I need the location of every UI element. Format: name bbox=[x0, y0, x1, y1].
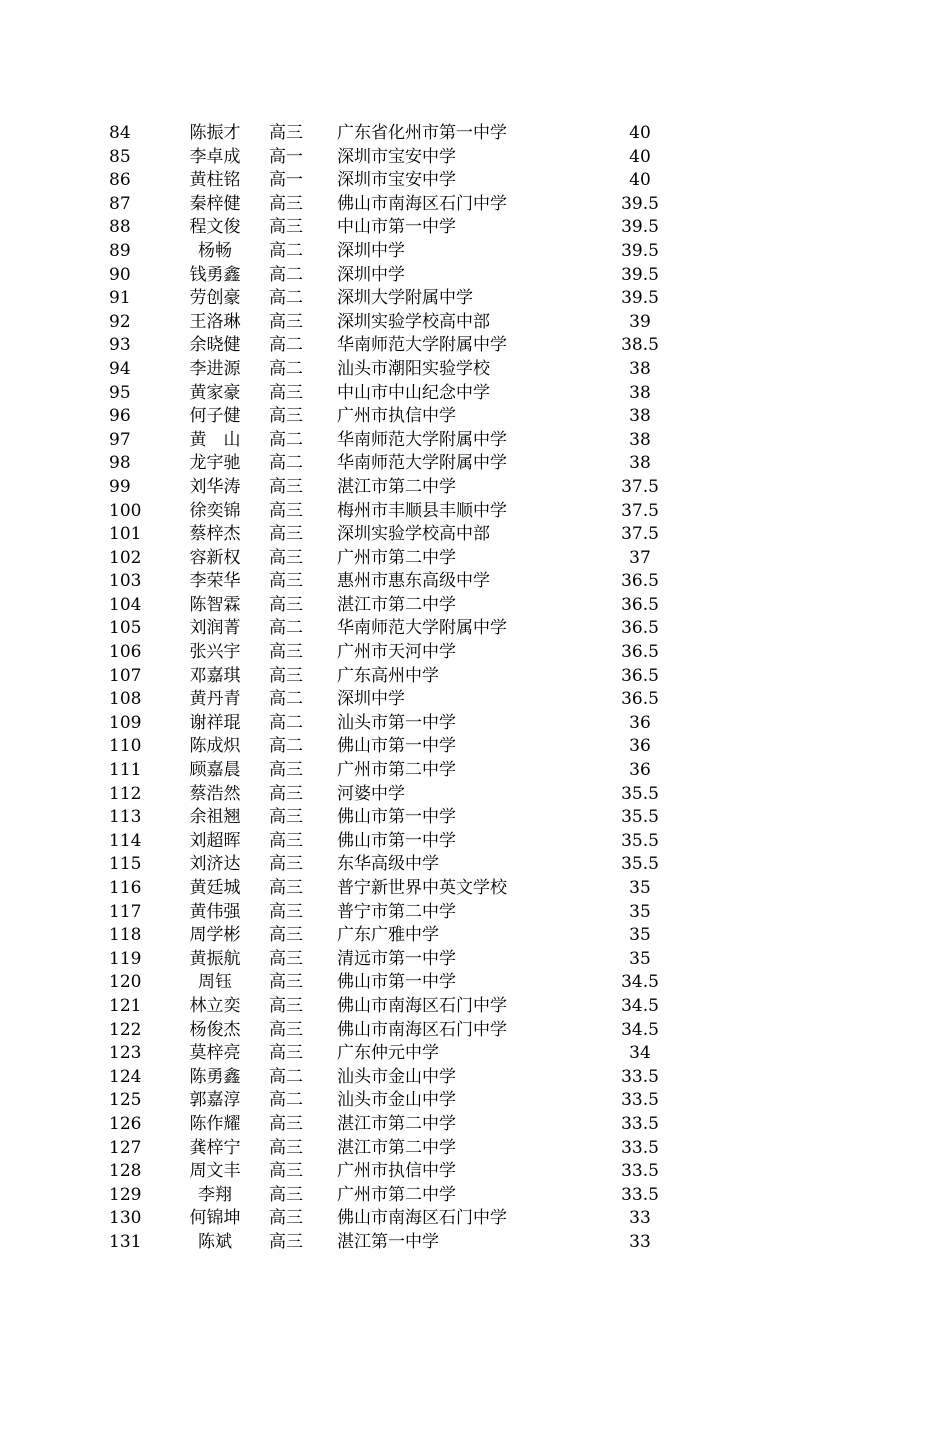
score-cell: 37.5 bbox=[621, 524, 659, 545]
score-cell: 34.5 bbox=[621, 1019, 659, 1040]
school-cell: 汕头市金山中学 bbox=[337, 1090, 456, 1111]
school-cell: 广州市执信中学 bbox=[337, 406, 456, 427]
rank-cell: 109 bbox=[109, 712, 142, 733]
rank-cell: 91 bbox=[109, 288, 131, 309]
score-cell: 33.5 bbox=[621, 1066, 659, 1087]
rank-cell: 93 bbox=[109, 335, 131, 356]
grade-cell: 高二 bbox=[269, 429, 303, 450]
school-cell: 东华高级中学 bbox=[337, 854, 439, 875]
table-row bbox=[0, 500, 950, 524]
rank-cell: 95 bbox=[109, 382, 131, 403]
name-cell: 张兴宇 bbox=[189, 642, 241, 663]
grade-cell: 高三 bbox=[269, 1043, 303, 1064]
school-cell: 中山市第一中学 bbox=[337, 217, 456, 238]
score-cell: 35 bbox=[629, 878, 651, 898]
rank-cell: 113 bbox=[109, 807, 142, 828]
name-cell: 郭嘉淳 bbox=[189, 1090, 241, 1111]
grade-cell: 高三 bbox=[269, 311, 303, 332]
grade-cell: 高一 bbox=[269, 146, 303, 167]
grade-cell: 高三 bbox=[269, 476, 303, 497]
name-cell: 龙宇驰 bbox=[189, 453, 241, 474]
grade-cell: 高三 bbox=[269, 1184, 303, 1205]
grade-cell: 高二 bbox=[269, 1090, 303, 1111]
school-cell: 广东高州中学 bbox=[337, 665, 439, 686]
score-cell: 38 bbox=[629, 358, 651, 379]
name-cell: 徐奕锦 bbox=[189, 500, 241, 521]
school-cell: 深圳中学 bbox=[337, 240, 405, 261]
school-cell: 佛山市第一中学 bbox=[337, 807, 456, 828]
rank-cell: 125 bbox=[109, 1090, 142, 1111]
table-row bbox=[0, 146, 950, 170]
table-row bbox=[0, 547, 950, 571]
grade-cell: 高一 bbox=[269, 170, 303, 191]
rank-cell: 101 bbox=[109, 524, 142, 545]
rank-cell: 116 bbox=[109, 878, 142, 898]
rank-cell: 99 bbox=[109, 476, 131, 497]
rank-cell: 107 bbox=[109, 665, 142, 686]
rank-cell: 84 bbox=[109, 123, 131, 143]
table-row bbox=[0, 1113, 950, 1137]
score-cell: 33.5 bbox=[621, 1184, 659, 1205]
grade-cell: 高三 bbox=[269, 382, 303, 403]
school-cell: 佛山市南海区石门中学 bbox=[337, 193, 507, 214]
rank-cell: 94 bbox=[109, 358, 131, 379]
grade-cell: 高三 bbox=[269, 878, 303, 898]
table-row bbox=[0, 1042, 950, 1066]
table-row bbox=[0, 452, 950, 476]
table-row bbox=[0, 523, 950, 547]
table-row bbox=[0, 735, 950, 759]
score-cell: 36 bbox=[629, 712, 651, 733]
name-cell: 蔡梓杰 bbox=[189, 524, 241, 545]
table-row bbox=[0, 688, 950, 712]
name-cell: 周文丰 bbox=[189, 1161, 241, 1182]
table-row bbox=[0, 783, 950, 807]
table-row bbox=[0, 641, 950, 665]
rank-cell: 123 bbox=[109, 1043, 142, 1064]
table-row bbox=[0, 665, 950, 689]
table-row bbox=[0, 877, 950, 901]
table-row bbox=[0, 382, 950, 406]
score-cell: 37.5 bbox=[621, 500, 659, 521]
grade-cell: 高三 bbox=[269, 642, 303, 663]
school-cell: 广州市第二中学 bbox=[337, 1184, 456, 1205]
table-row bbox=[0, 806, 950, 830]
table-row bbox=[0, 617, 950, 641]
rank-cell: 108 bbox=[109, 689, 142, 710]
rank-cell: 88 bbox=[109, 217, 131, 238]
score-cell: 37.5 bbox=[621, 476, 659, 497]
rank-cell: 111 bbox=[109, 760, 142, 781]
school-cell: 河婆中学 bbox=[337, 783, 405, 804]
score-cell: 40 bbox=[629, 123, 651, 143]
name-cell: 程文俊 bbox=[189, 217, 241, 238]
name-cell: 刘润菁 bbox=[189, 618, 241, 639]
name-cell: 劳创豪 bbox=[189, 288, 241, 309]
table-row bbox=[0, 971, 950, 995]
rank-cell: 97 bbox=[109, 429, 131, 450]
grade-cell: 高三 bbox=[269, 1161, 303, 1182]
rank-cell: 127 bbox=[109, 1137, 142, 1158]
rank-cell: 130 bbox=[109, 1208, 142, 1229]
table-row bbox=[0, 924, 950, 948]
score-cell: 33.5 bbox=[621, 1137, 659, 1158]
name-cell: 黄振航 bbox=[189, 948, 241, 969]
rank-cell: 98 bbox=[109, 453, 131, 474]
rank-cell: 92 bbox=[109, 311, 131, 332]
table-row bbox=[0, 287, 950, 311]
score-cell: 36.5 bbox=[621, 689, 659, 710]
name-cell: 余祖翘 bbox=[189, 807, 241, 828]
school-cell: 深圳中学 bbox=[337, 264, 405, 285]
grade-cell: 高二 bbox=[269, 689, 303, 710]
rank-cell: 85 bbox=[109, 146, 131, 167]
table-row bbox=[0, 570, 950, 594]
grade-cell: 高三 bbox=[269, 1113, 303, 1134]
school-cell: 广州市第二中学 bbox=[337, 547, 456, 568]
grade-cell: 高二 bbox=[269, 1066, 303, 1087]
name-cell: 谢祥琨 bbox=[189, 712, 241, 733]
rank-cell: 87 bbox=[109, 193, 131, 214]
rank-cell: 124 bbox=[109, 1066, 142, 1087]
score-cell: 39.5 bbox=[621, 193, 659, 214]
table-row bbox=[0, 853, 950, 877]
school-cell: 汕头市金山中学 bbox=[337, 1066, 456, 1087]
score-cell: 40 bbox=[629, 146, 651, 167]
table-row bbox=[0, 1231, 950, 1255]
school-cell: 佛山市第一中学 bbox=[337, 972, 456, 993]
score-cell: 38 bbox=[629, 453, 651, 474]
name-cell: 黄丹青 bbox=[189, 689, 241, 710]
grade-cell: 高三 bbox=[269, 760, 303, 781]
table-row bbox=[0, 358, 950, 382]
school-cell: 佛山市第一中学 bbox=[337, 830, 456, 851]
name-cell: 龚梓宁 bbox=[189, 1137, 241, 1158]
rank-cell: 90 bbox=[109, 264, 131, 285]
name-cell: 陈振才 bbox=[189, 123, 241, 143]
name-cell: 黄柱铭 bbox=[189, 170, 241, 191]
school-cell: 深圳大学附属中学 bbox=[337, 288, 473, 309]
grade-cell: 高三 bbox=[269, 901, 303, 922]
rank-cell: 119 bbox=[109, 948, 142, 969]
grade-cell: 高二 bbox=[269, 453, 303, 474]
name-cell: 容新权 bbox=[189, 547, 241, 568]
name-cell: 陈成炽 bbox=[189, 736, 241, 757]
grade-cell: 高三 bbox=[269, 524, 303, 545]
table-row bbox=[0, 429, 950, 453]
name-cell: 杨畅 bbox=[198, 240, 232, 261]
name-cell: 李进源 bbox=[189, 358, 241, 379]
score-cell: 33.5 bbox=[621, 1090, 659, 1111]
name-cell: 李荣华 bbox=[189, 571, 241, 592]
table-row bbox=[0, 169, 950, 193]
name-cell: 周学彬 bbox=[189, 925, 241, 946]
school-cell: 华南师范大学附属中学 bbox=[337, 335, 507, 356]
name-cell: 何子健 bbox=[189, 406, 241, 427]
grade-cell: 高三 bbox=[269, 1019, 303, 1040]
table-row bbox=[0, 594, 950, 618]
name-cell: 何锦坤 bbox=[189, 1208, 241, 1229]
score-cell: 37 bbox=[629, 547, 651, 568]
rank-cell: 120 bbox=[109, 972, 142, 993]
school-cell: 深圳中学 bbox=[337, 689, 405, 710]
table-row bbox=[0, 122, 950, 146]
grade-cell: 高三 bbox=[269, 594, 303, 615]
rank-cell: 114 bbox=[109, 830, 142, 851]
name-cell: 顾嘉晨 bbox=[189, 760, 241, 781]
school-cell: 湛江市第二中学 bbox=[337, 1137, 456, 1158]
score-cell: 36.5 bbox=[621, 594, 659, 615]
school-cell: 深圳市宝安中学 bbox=[337, 170, 456, 191]
name-cell: 刘济达 bbox=[189, 854, 241, 875]
grade-cell: 高三 bbox=[269, 193, 303, 214]
school-cell: 广东仲元中学 bbox=[337, 1043, 439, 1064]
table-row bbox=[0, 1137, 950, 1161]
score-cell: 34 bbox=[629, 1043, 651, 1064]
results-table bbox=[0, 122, 950, 1255]
table-row bbox=[0, 193, 950, 217]
grade-cell: 高三 bbox=[269, 1231, 303, 1252]
name-cell: 王洛琳 bbox=[189, 311, 241, 332]
score-cell: 36.5 bbox=[621, 618, 659, 639]
name-cell: 黄家豪 bbox=[189, 382, 241, 403]
name-cell: 邓嘉琪 bbox=[189, 665, 241, 686]
score-cell: 39.5 bbox=[621, 288, 659, 309]
school-cell: 佛山市南海区石门中学 bbox=[337, 995, 507, 1016]
score-cell: 39 bbox=[629, 311, 651, 332]
score-cell: 38 bbox=[629, 406, 651, 427]
table-row bbox=[0, 476, 950, 500]
school-cell: 广州市天河中学 bbox=[337, 642, 456, 663]
school-cell: 深圳市宝安中学 bbox=[337, 146, 456, 167]
school-cell: 湛江市第二中学 bbox=[337, 1113, 456, 1134]
grade-cell: 高三 bbox=[269, 217, 303, 238]
rank-cell: 89 bbox=[109, 240, 131, 261]
rank-cell: 121 bbox=[109, 995, 142, 1016]
rank-cell: 103 bbox=[109, 571, 142, 592]
rank-cell: 129 bbox=[109, 1184, 142, 1205]
name-cell: 李卓成 bbox=[189, 146, 241, 167]
table-row bbox=[0, 240, 950, 264]
school-cell: 广州市第二中学 bbox=[337, 760, 456, 781]
name-cell: 李翔 bbox=[198, 1184, 232, 1205]
school-cell: 汕头市潮阳实验学校 bbox=[337, 358, 490, 379]
score-cell: 35.5 bbox=[621, 830, 659, 851]
school-cell: 深圳实验学校高中部 bbox=[337, 311, 490, 332]
name-cell: 陈勇鑫 bbox=[189, 1066, 241, 1087]
rank-cell: 118 bbox=[109, 925, 142, 946]
grade-cell: 高二 bbox=[269, 264, 303, 285]
rank-cell: 110 bbox=[109, 736, 142, 757]
score-cell: 38 bbox=[629, 429, 651, 450]
rank-cell: 105 bbox=[109, 618, 142, 639]
name-cell: 余晓健 bbox=[189, 335, 241, 356]
score-cell: 36 bbox=[629, 760, 651, 781]
score-cell: 33 bbox=[629, 1231, 651, 1252]
school-cell: 佛山市第一中学 bbox=[337, 736, 456, 757]
table-row bbox=[0, 1207, 950, 1231]
school-cell: 梅州市丰顺县丰顺中学 bbox=[337, 500, 507, 521]
school-cell: 清远市第一中学 bbox=[337, 948, 456, 969]
grade-cell: 高二 bbox=[269, 240, 303, 261]
grade-cell: 高三 bbox=[269, 972, 303, 993]
name-cell: 杨俊杰 bbox=[189, 1019, 241, 1040]
table-row bbox=[0, 759, 950, 783]
grade-cell: 高二 bbox=[269, 712, 303, 733]
name-cell: 周钰 bbox=[198, 972, 232, 993]
school-cell: 华南师范大学附属中学 bbox=[337, 453, 507, 474]
table-row bbox=[0, 1066, 950, 1090]
rank-cell: 126 bbox=[109, 1113, 142, 1134]
grade-cell: 高三 bbox=[269, 665, 303, 686]
table-row bbox=[0, 1184, 950, 1208]
grade-cell: 高三 bbox=[269, 1137, 303, 1158]
rank-cell: 102 bbox=[109, 547, 142, 568]
score-cell: 38.5 bbox=[621, 335, 659, 356]
grade-cell: 高三 bbox=[269, 1208, 303, 1229]
rank-cell: 86 bbox=[109, 170, 131, 191]
grade-cell: 高三 bbox=[269, 406, 303, 427]
school-cell: 中山市中山纪念中学 bbox=[337, 382, 490, 403]
grade-cell: 高三 bbox=[269, 783, 303, 804]
table-row bbox=[0, 405, 950, 429]
name-cell: 蔡浩然 bbox=[189, 783, 241, 804]
school-cell: 湛江第一中学 bbox=[337, 1231, 439, 1252]
name-cell: 秦梓健 bbox=[189, 193, 241, 214]
school-cell: 深圳实验学校高中部 bbox=[337, 524, 490, 545]
score-cell: 39.5 bbox=[621, 264, 659, 285]
school-cell: 佛山市南海区石门中学 bbox=[337, 1019, 507, 1040]
rank-cell: 122 bbox=[109, 1019, 142, 1040]
table-row bbox=[0, 216, 950, 240]
grade-cell: 高三 bbox=[269, 854, 303, 875]
school-cell: 汕头市第一中学 bbox=[337, 712, 456, 733]
name-cell: 钱勇鑫 bbox=[189, 264, 241, 285]
school-cell: 华南师范大学附属中学 bbox=[337, 429, 507, 450]
name-cell: 陈作耀 bbox=[189, 1113, 241, 1134]
score-cell: 35.5 bbox=[621, 807, 659, 828]
score-cell: 36.5 bbox=[621, 642, 659, 663]
table-row bbox=[0, 334, 950, 358]
school-cell: 广东省化州市第一中学 bbox=[337, 123, 507, 143]
grade-cell: 高三 bbox=[269, 948, 303, 969]
grade-cell: 高二 bbox=[269, 335, 303, 356]
name-cell: 黄廷城 bbox=[189, 878, 241, 898]
grade-cell: 高三 bbox=[269, 925, 303, 946]
grade-cell: 高三 bbox=[269, 123, 303, 143]
rank-cell: 96 bbox=[109, 406, 131, 427]
rank-cell: 112 bbox=[109, 783, 142, 804]
rank-cell: 131 bbox=[109, 1231, 142, 1252]
school-cell: 普宁新世界中英文学校 bbox=[337, 878, 507, 898]
school-cell: 佛山市南海区石门中学 bbox=[337, 1208, 507, 1229]
grade-cell: 高三 bbox=[269, 571, 303, 592]
table-row bbox=[0, 1089, 950, 1113]
grade-cell: 高二 bbox=[269, 736, 303, 757]
score-cell: 35 bbox=[629, 948, 651, 969]
table-row bbox=[0, 901, 950, 925]
name-cell: 林立奕 bbox=[189, 995, 241, 1016]
school-cell: 湛江市第二中学 bbox=[337, 594, 456, 615]
score-cell: 34.5 bbox=[621, 972, 659, 993]
table-row bbox=[0, 995, 950, 1019]
rank-cell: 115 bbox=[109, 854, 142, 875]
score-cell: 38 bbox=[629, 382, 651, 403]
school-cell: 湛江市第二中学 bbox=[337, 476, 456, 497]
score-cell: 35.5 bbox=[621, 854, 659, 875]
school-cell: 惠州市惠东高级中学 bbox=[337, 571, 490, 592]
score-cell: 35.5 bbox=[621, 783, 659, 804]
table-row bbox=[0, 1019, 950, 1043]
rank-cell: 117 bbox=[109, 901, 142, 922]
name-cell: 刘超晖 bbox=[189, 830, 241, 851]
score-cell: 39.5 bbox=[621, 217, 659, 238]
rank-cell: 100 bbox=[109, 500, 142, 521]
name-cell: 黄伟强 bbox=[189, 901, 241, 922]
table-row bbox=[0, 948, 950, 972]
score-cell: 36.5 bbox=[621, 571, 659, 592]
score-cell: 39.5 bbox=[621, 240, 659, 261]
table-row bbox=[0, 712, 950, 736]
table-row bbox=[0, 830, 950, 854]
grade-cell: 高三 bbox=[269, 995, 303, 1016]
score-cell: 35 bbox=[629, 925, 651, 946]
grade-cell: 高三 bbox=[269, 500, 303, 521]
table-row bbox=[0, 311, 950, 335]
name-cell: 陈斌 bbox=[198, 1231, 232, 1252]
name-cell: 黄 山 bbox=[189, 429, 241, 450]
score-cell: 36 bbox=[629, 736, 651, 757]
score-cell: 33 bbox=[629, 1208, 651, 1229]
score-cell: 40 bbox=[629, 170, 651, 191]
rank-cell: 128 bbox=[109, 1161, 142, 1182]
grade-cell: 高二 bbox=[269, 358, 303, 379]
grade-cell: 高三 bbox=[269, 830, 303, 851]
score-cell: 33.5 bbox=[621, 1113, 659, 1134]
name-cell: 莫梓亮 bbox=[189, 1043, 241, 1064]
name-cell: 陈智霖 bbox=[189, 594, 241, 615]
grade-cell: 高二 bbox=[269, 288, 303, 309]
score-cell: 35 bbox=[629, 901, 651, 922]
table-row bbox=[0, 264, 950, 288]
score-cell: 36.5 bbox=[621, 665, 659, 686]
grade-cell: 高三 bbox=[269, 547, 303, 568]
rank-cell: 106 bbox=[109, 642, 142, 663]
score-cell: 34.5 bbox=[621, 995, 659, 1016]
school-cell: 广州市执信中学 bbox=[337, 1161, 456, 1182]
name-cell: 刘华涛 bbox=[189, 476, 241, 497]
score-cell: 33.5 bbox=[621, 1161, 659, 1182]
rank-cell: 104 bbox=[109, 594, 142, 615]
school-cell: 华南师范大学附属中学 bbox=[337, 618, 507, 639]
school-cell: 广东广雅中学 bbox=[337, 925, 439, 946]
grade-cell: 高三 bbox=[269, 807, 303, 828]
table-row bbox=[0, 1160, 950, 1184]
grade-cell: 高二 bbox=[269, 618, 303, 639]
school-cell: 普宁市第二中学 bbox=[337, 901, 456, 922]
